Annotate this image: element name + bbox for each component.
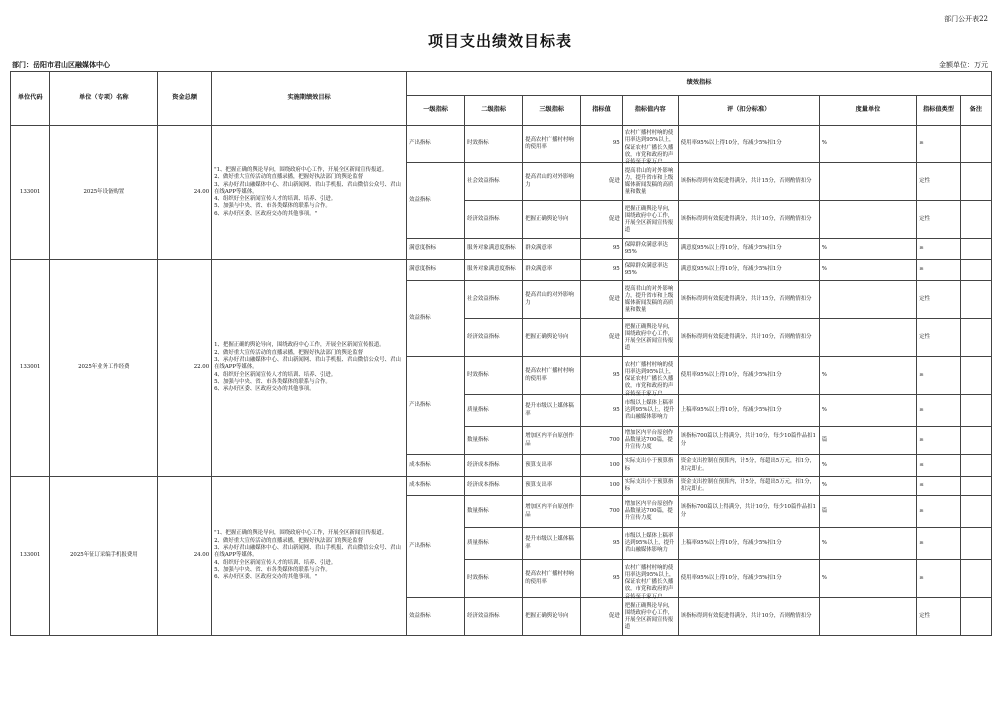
table-row [11,260,992,281]
project-goal: "1、把握正确的舆论导向，围绕政府中心工作，开展全区新闻宣传报道。 2、做好重大宣传活动的直播录播，把握好执法部门的舆论监督 3、承办好君山融媒体中心、君山新闻网、君山手机报、君山微信公众号、君山在线APP等媒体。 4、组织好全区新闻宣传人才的培训、培养、引进。 5、加强与中央、省、市各类媒体的联系与合作。 6、承办好区委、区政府交办的其他事项。" [212,477,407,636]
note [960,477,991,496]
note [960,496,991,528]
indicator-level3: 提高农村广播村村响的使用率 [523,126,581,163]
indicator-content [622,163,678,201]
indicator-content-text: 保障群众满意率达95% [624,241,668,255]
measure-unit [819,201,916,239]
measure-unit [819,319,916,357]
header-level3: 三级指标 [523,96,581,126]
measure-unit: % [819,126,916,163]
measure-unit: % [819,477,916,496]
value-type: 定性 [917,201,961,239]
indicator-level2: 质量指标 [465,528,523,560]
header-indicators: 绩效指标 [407,72,992,96]
measure-unit: % [819,395,916,427]
indicator-content [622,239,678,260]
indicator-level2: 经济效益指标 [465,201,523,239]
indicator-content [622,560,678,598]
indicator-level1: 产出指标 [407,126,465,163]
indicator-level2: 社会效益指标 [465,163,523,201]
score-standard: 该指标得到有效促进得满分，共计10分，否则酌情扣分 [678,201,819,239]
measure-unit [819,281,916,319]
project-goal: 1、把握正确的舆论导向，围绕政府中心工作，开展全区新闻宣传报道。 2、做好重大宣传活动的直播录播，把握好执法部门的舆论监督 3、承办好君山融媒体中心、君山新闻网、君山手机报、君山微信公众号、君山在线APP等媒体。 4、组织好全区新闻宣传人才的培训、培养、引进。 5、加强与中央、省、市各类媒体的联系与合作。 6、承办好区委、区政府交办的其他事项。 [212,260,407,477]
amount-unit-label: 金额单位：万元 [939,61,988,69]
indicator-content [622,477,678,496]
measure-unit: % [819,455,916,477]
indicator-content-text: 增加区内平台原创作品数量达700篇，提升宣传力度 [624,500,674,522]
score-standard: 使用率95%以上得10分，每减少5%扣1分 [678,126,819,163]
header-goal: 实施期绩效目标 [212,72,407,126]
note [960,126,991,163]
indicator-level1: 成本指标 [407,477,465,496]
performance-table [10,71,992,636]
note [960,260,991,281]
note [960,455,991,477]
measure-unit: % [819,239,916,260]
note [960,427,991,455]
value-type: ≤ [917,455,961,477]
indicator-value: 700 [581,427,622,455]
page-number-label: 部门公开表22 [944,15,988,23]
indicator-level2: 时效指标 [465,126,523,163]
score-standard: 该指标得到有效促进得满分，共计15分，否则酌情扣分 [678,281,819,319]
note [960,281,991,319]
value-type: ≥ [917,395,961,427]
indicator-content-text: 实际支出小于预算指标 [624,478,674,492]
score-standard: 资金支出控制在预算内，计5分，每超出5万元，扣1分，扣完即止。 [678,477,819,496]
indicator-content [622,260,678,281]
indicator-level2: 数量指标 [465,427,523,455]
indicator-level2: 质量指标 [465,395,523,427]
value-type: ≥ [917,496,961,528]
project-code: 133001 [11,260,50,477]
indicator-content-text: 提高君山的对外影响力，提升省市和上级媒体新闻发稿的高质量和数量 [624,285,674,314]
indicator-value: 95 [581,395,622,427]
indicator-value: 95 [581,260,622,281]
indicator-content-text: 提高君山的对外影响力，提升省市和上级媒体新闻发稿的高质量和数量 [624,167,674,196]
indicator-level3: 群众满意率 [523,260,581,281]
header-value-content: 指标值内容 [622,96,678,126]
indicator-level2: 经济效益指标 [465,319,523,357]
indicator-level3: 增加区内平台原创作品 [523,427,581,455]
score-standard: 满意度95%以上得10分，每减少5%扣1分 [678,260,819,281]
indicator-value: 95 [581,239,622,260]
measure-unit [819,598,916,636]
measure-unit: % [819,260,916,281]
indicator-value: 促进 [581,319,622,357]
indicator-content [622,455,678,477]
indicator-content-text: 把握正确舆论导向，围绕政府中心工作，开展全区新闻宣传报道 [624,323,674,352]
note [960,395,991,427]
note [960,598,991,636]
indicator-value: 促进 [581,163,622,201]
value-type: ≤ [917,477,961,496]
indicator-content-text: 把握正确舆论导向，围绕政府中心工作，开展全区新闻宣传报道 [624,602,674,631]
indicator-content-text: 农村广播村村响的使用率达到95%以上，保证农村广播长久播放，市党和政府的声音传至千家万户 [624,130,675,166]
indicator-level2: 数量指标 [465,496,523,528]
value-type: ≥ [917,560,961,598]
score-standard: 该指标得到有效促进得满分，共计10分，否则酌情扣分 [678,319,819,357]
indicator-content [622,319,678,357]
score-standard: 使用率95%以上得10分，每减少5%扣1分 [678,357,819,395]
header-name: 单位（专项）名称 [50,72,158,126]
indicator-level3: 提高农村广播村村响的使用率 [523,357,581,395]
indicator-level2: 时效指标 [465,357,523,395]
indicator-level2: 社会效益指标 [465,281,523,319]
indicator-level2: 经济效益指标 [465,598,523,636]
value-type: ≥ [917,427,961,455]
indicator-level3: 预算支出率 [523,477,581,496]
indicator-content-text: 农村广播村村响的使用率达到95%以上，保证农村广播长久播放，市党和政府的声音传至千家万户 [624,361,675,397]
indicator-content-text: 实际支出小于预算指标 [624,458,674,472]
department-label: 部门：岳阳市君山区融媒体中心 [12,60,110,69]
value-type: ≥ [917,126,961,163]
indicator-content [622,357,678,395]
score-standard: 该指标得到有效促进得满分，共计15分，否则酌情扣分 [678,163,819,201]
indicator-level2: 服务对象满意度指标 [465,260,523,281]
project-amount: 22.00 [158,260,212,477]
project-goal: "1、把握正确的舆论导向，围绕政府中心工作，开展全区新闻宣传报道。 2、做好重大宣传活动的直播录播，把握好执法部门的舆论监督 3、承办好君山融媒体中心、君山新闻网、君山手机报、君山微信公众号、君山在线APP等媒体。 4、组织好全区新闻宣传人才的培训、培养、引进。 5、加强与中央、省、市各类媒体的联系与合作。 6、承办好区委、区政府交办的其他事项。" [212,126,407,260]
indicator-level3: 把握正确舆论导向 [523,598,581,636]
indicator-content [622,496,678,528]
indicator-level3: 预算支出率 [523,455,581,477]
indicator-content-text: 农村广播村村响的使用率达到95%以上，保证农村广播长久播放，市党和政府的声音传至千家万户 [624,564,675,600]
indicator-level2: 经济成本指标 [465,455,523,477]
value-type: ≥ [917,357,961,395]
indicator-level3: 提高君山的对外影响力 [523,281,581,319]
indicator-content-text: 增加区内平台原创作品数量达700篇，提升宣传力度 [624,429,674,451]
indicator-value: 促进 [581,201,622,239]
indicator-level1: 满意度指标 [407,239,465,260]
indicator-value: 95 [581,528,622,560]
page-title: 项目支出绩效目标表 [427,32,572,50]
project-amount: 24.00 [158,126,212,260]
note [960,163,991,201]
indicator-level1: 成本指标 [407,455,465,477]
indicator-content-text: 把握正确舆论导向，围绕政府中心工作，开展全区新闻宣传报道 [624,205,674,234]
value-type: 定性 [917,163,961,201]
note [960,560,991,598]
note [960,319,991,357]
measure-unit: 篇 [819,496,916,528]
value-type: ≥ [917,260,961,281]
indicator-value: 700 [581,496,622,528]
indicator-content [622,201,678,239]
project-name: 2025年征订采编手机报费用 [50,477,158,636]
header-value-type: 指标值类型 [917,96,961,126]
project-name: 2025年业务工作经费 [50,260,158,477]
indicator-content-text: 市级以上媒体上稿率达到95%以上，提升君山融媒体影响力 [624,399,675,421]
value-type: 定性 [917,598,961,636]
note [960,201,991,239]
score-standard: 上稿率95%以上得10分，每减少5%扣1分 [678,395,819,427]
header-level2: 二级指标 [465,96,523,126]
indicator-level3: 提升市级以上媒体稿率 [523,528,581,560]
note [960,528,991,560]
score-standard: 资金支出控制在预算内，计5分，每超出5万元，扣1分，扣完即止。 [678,455,819,477]
value-type: 定性 [917,319,961,357]
indicator-level1: 产出指标 [407,357,465,455]
measure-unit [819,163,916,201]
indicator-content-text: 市级以上媒体上稿率达到95%以上，提升君山融媒体影响力 [624,532,675,554]
indicator-value: 95 [581,560,622,598]
score-standard: 该指标得到有效促进得满分，共计10分，否则酌情扣分 [678,598,819,636]
indicator-value: 100 [581,455,622,477]
indicator-content [622,427,678,455]
indicator-value: 促进 [581,281,622,319]
header-level1: 一级指标 [407,96,465,126]
project-code: 133001 [11,126,50,260]
indicator-content [622,395,678,427]
project-code: 133001 [11,477,50,636]
indicator-level3: 把握正确舆论导向 [523,319,581,357]
indicator-content [622,126,678,166]
indicator-level3: 群众满意率 [523,239,581,260]
measure-unit: 篇 [819,427,916,455]
indicator-level2: 经济成本指标 [465,477,523,496]
project-amount: 24.00 [158,477,212,636]
indicator-level3: 提升市级以上媒体稿率 [523,395,581,427]
header-note: 备注 [960,96,991,126]
note [960,357,991,395]
indicator-content-text: 保障群众满意率达95% [624,262,668,276]
indicator-level2: 服务对象满意度指标 [465,239,523,260]
table-row [11,126,992,163]
measure-unit: % [819,560,916,598]
header-measure-unit: 度量单位 [819,96,916,126]
indicator-content [622,598,678,636]
score-standard: 该指标700篇以上得满分，共计10分，每少10篇作品扣1分 [678,427,819,455]
indicator-level1: 满意度指标 [407,260,465,281]
indicator-level1: 产出指标 [407,496,465,598]
table-row [11,477,992,496]
value-type: 定性 [917,281,961,319]
indicator-level2: 时效指标 [465,560,523,598]
indicator-content [622,281,678,319]
score-standard: 满意度95%以上得10分，每减少5%扣1分 [678,239,819,260]
indicator-value: 100 [581,477,622,496]
score-standard: 该指标700篇以上得满分，共计10分，每少10篇作品扣1分 [678,496,819,528]
header-code: 单位代码 [11,72,50,126]
indicator-level3: 增加区内平台原创作品 [523,496,581,528]
header-value: 指标值 [581,96,622,126]
value-type: ≥ [917,239,961,260]
indicator-value: 95 [581,126,622,163]
indicator-level1: 效益指标 [407,598,465,636]
project-name: 2025年设备购置 [50,126,158,260]
header-amount: 资金总额 [158,72,212,126]
value-type: ≥ [917,528,961,560]
score-standard: 上稿率95%以上得10分，每减少5%扣1分 [678,528,819,560]
indicator-level1: 效益指标 [407,163,465,239]
indicator-value: 95 [581,357,622,395]
indicator-level1: 效益指标 [407,281,465,357]
indicator-level3: 把握正确舆论导向 [523,201,581,239]
score-standard: 使用率95%以上得10分，每减少5%扣1分 [678,560,819,598]
measure-unit: % [819,357,916,395]
measure-unit: % [819,528,916,560]
indicator-value: 促进 [581,598,622,636]
header-score-standard: 评（扣分标准） [678,96,819,126]
note [960,239,991,260]
indicator-level3: 提高君山的对外影响力 [523,163,581,201]
indicator-content [622,528,678,560]
indicator-level3: 提高农村广播村村响的使用率 [523,560,581,598]
